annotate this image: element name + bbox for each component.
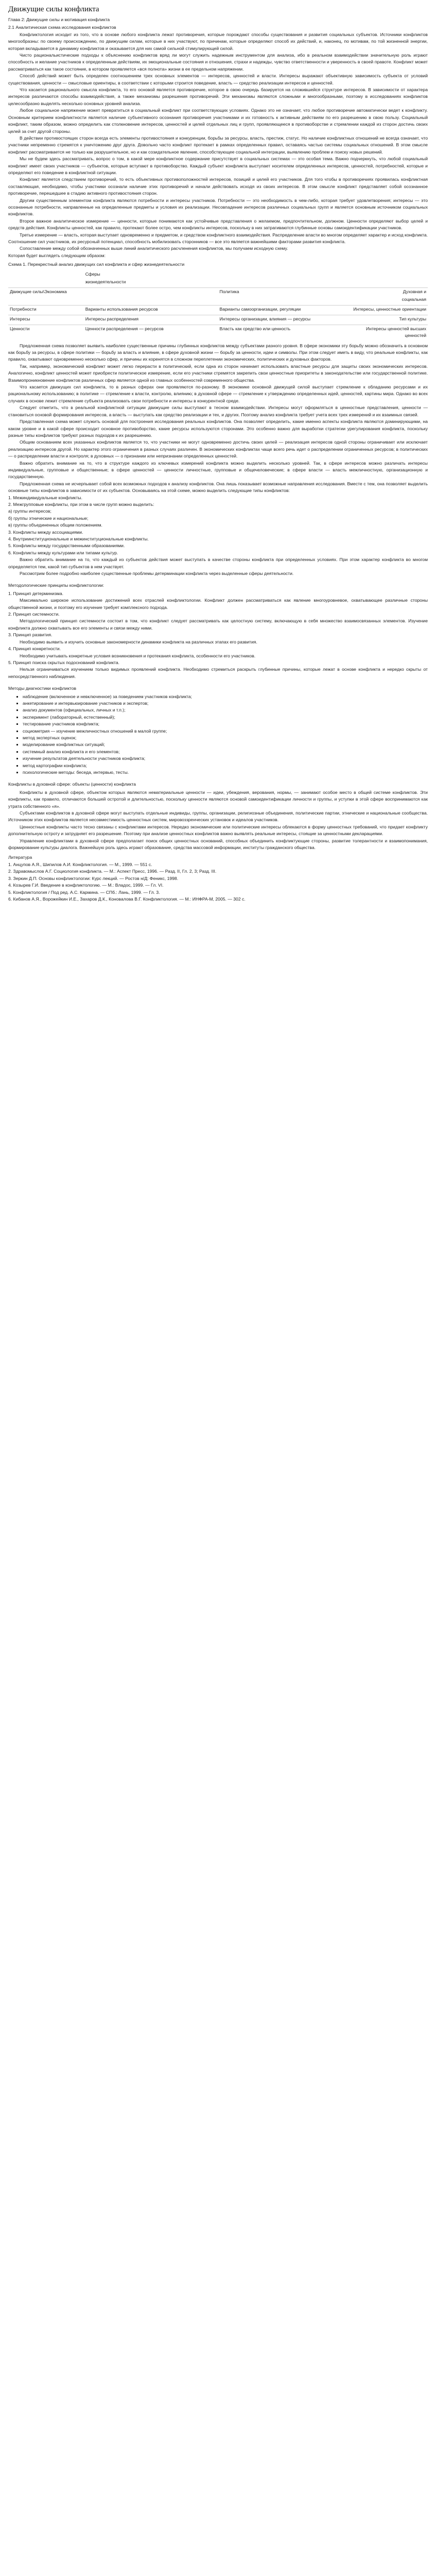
- list-item: 1. Межиндивидуальные конфликты.: [8, 495, 82, 500]
- table-cell: Потребности: [10, 306, 37, 312]
- table-header-cell: жизнедеятельности: [85, 279, 126, 284]
- spiritual-conflicts-heading: Конфликты в духовной сфере: объекты (ценности) конфликта: [8, 782, 136, 787]
- references: [8, 854, 428, 903]
- list-item: в) группы объединенных общим положением.: [8, 522, 102, 528]
- table-header-row: [8, 278, 428, 286]
- list-item: 2. Принцип системности.: [8, 612, 60, 617]
- paragraph: Сопоставление между собой обозначенных выше линий аналитического расчленения конфликтов, мы получаем исходную схему.: [20, 246, 288, 251]
- paragraph: Что касается рационального смысла конфликта, то его основой является противоречие, которое в свою очередь базируется на сложившейся структуре интересов. В зависимости от характера интересов различаются способы взаимодействия, а также механизмы разрешения противоречий. Эти механизмы являются сложными и многообразными, поэтому в исследованиях конфликтов целесообразно выделять несколько основных уровней анализа.: [8, 87, 428, 106]
- list-item: ▪ изучение результатов деятельности участников конфликта;: [23, 755, 428, 762]
- methods-list: [8, 693, 428, 776]
- table-cell: Тип культуры: [399, 316, 426, 321]
- paragraph: Способ действий может быть определен соотношением трех основных элементов — интересов, ценностей и власти. Интересы выражают объективную зависимость субъекта от условий существования, ценности — смысловые ориентиры, в соответствии с которыми строится поведение, власть — средство реализации интересов и ценностей.: [8, 73, 428, 86]
- table-cell: Власть как средство или ценность: [219, 326, 291, 331]
- list-item: ▪ эксперимент (лабораторный, естественный);: [23, 714, 428, 721]
- reference-item: 6. Кибанов А.Я., Ворожейкин И.Е., Захаров Д.К., Коновалова В.Г. Конфликтология. — М.: ИНФРА-М, 2005. — 302 с.: [8, 896, 246, 902]
- paragraph: Важно обратить внимание на то, что в структуре каждого из ключевых измерений конфликта можно выделить несколько уровней. Так, в сфере интересов можно различать интересы индивидуальные, групповые и общественные; в сфере ценностей — ценности личностные, групповые и общечеловеческие; в сфере власти — власть межличностную, организационную и государственную.: [8, 460, 428, 480]
- table-row: [8, 315, 428, 323]
- table-header-cell: [218, 296, 344, 303]
- types-text: [8, 556, 428, 577]
- table-header-row: [8, 287, 428, 296]
- paragraph: Так, например, экономический конфликт может легко перерасти в политический, если одна из сторон начинает использовать властные ресурсы для защиты своих экономических интересов. Аналогично, конфликт ценностей может приобрести политическое измерение, если его участники стремятся закрепить свои ценностные приоритеты в законодательстве или государственной политике. Взаимопроникновение конфликтов различных сфер является одной из главных особенностей современного общества.: [8, 363, 428, 383]
- paragraph: Необходимо учитывать конкретные условия возникновения и протекания конфликта, особенности его участников.: [20, 653, 256, 658]
- list-item: 3. Конфликты между ассоциациями.: [8, 529, 83, 535]
- list-item: ▪ метод картографии конфликта;: [23, 762, 428, 769]
- paragraph: Конфликтология исходит из того, что в основе любого конфликта лежат противоречия, которые порождают способы существования и развития социальных субъектов. Источники конфликтов многообразны: по своему происхождению, по движущим силам, которые в них участвуют, по причинам, которые определяют способ их действий, и, наконец, по мотивам, по той жизненной энергии, которая вкладывается в динамику конфликтов и оказывается для них самой сильной стимулирующей силой.: [8, 31, 428, 51]
- table-header-cell: Движущие силы\Экономика: [10, 289, 67, 294]
- list-item: б) группы этнические и национальные;: [8, 515, 89, 521]
- table-header-row: [8, 296, 428, 303]
- list-item: ▪ моделирование конфликтных ситуаций;: [23, 741, 428, 748]
- paragraph: Важно обратить внимание на то, что каждый из субъектов действия может выступать в качестве стороны конфликта при определенных условиях. При этом характер конфликта во многом определяется тем, какой тип субъектов в нем участвует.: [8, 557, 428, 569]
- table-header-cell: [84, 296, 218, 303]
- list-item: 6. Конфликты между культурами или типами культур.: [8, 550, 118, 555]
- paragraph: Максимально широкое использование достижений всех отраслей конфликтологии. Конфликт должен рассматриваться как явление многоуровневое, охватывающее различные стороны общественной жизни, и поэтому его изучение требует комплексного подхода.: [8, 598, 428, 610]
- paragraph: В действии противостоящих сторон всегда есть элементы противостояния и конкуренции, борьбы за ресурсы, власть, престиж, статус. Но наличие конфликтных отношений не всегда означает, что участники непременно стремятся к уничтожению друг друга. Довольно часто конфликт протекает в рамках определенных правил, оставаясь частью системы социальных отношений. В этом смысле конфликт рассматривается не только как разрушительное, но и как созидательное явление, способствующее социальной интеграции, выявлению проблем и поиску новых решений.: [8, 135, 428, 155]
- paragraph: Ценностные конфликты часто тесно связаны с конфликтами интересов. Нередко экономические или политические интересы облекаются в форму ценностных требований, что придает конфликту дополнительную остроту и затрудняет его разрешение. Поэтому при анализе ценностных конфликтов важно выявлять реальные интересы, стоящие за ценностными декларациями.: [8, 824, 428, 837]
- conflict-types-list: [8, 495, 428, 557]
- table-header-row: [8, 270, 428, 278]
- table-header-cell: Политика: [219, 289, 239, 294]
- paragraph: Мы не будем здесь рассматривать, вопрос о том, в какой мере конфликтное содержание присутствует в социальных системах — это особая тема. Важно подчеркнуть, что любой социальный конфликт имеет своих участников — субъектов, которые вступают в противоборство. Каждый субъект конфликта выступает носителем определенных интересов, ценностей, потребностей, которые и определяют его поведение в конфликтной ситуации.: [8, 156, 428, 175]
- list-item: 2. Межгрупповые конфликты, при этом в числе групп можно выделить:: [8, 501, 154, 507]
- spiritual-conflicts-text: [8, 789, 428, 852]
- list-item: ▪ метод экспертных оценок;: [23, 735, 428, 741]
- page-title: Движущие силы конфликта: [8, 5, 99, 13]
- table-header-cell: [8, 270, 84, 278]
- table-cell: Ценности: [10, 326, 30, 331]
- list-item: 1. Принцип детерминизма.: [8, 590, 63, 596]
- paragraph: Конфликты в духовной сфере, объектом которых являются нематериальные ценности — идеи, убеждения, верования, нормы, — занимают особое место в общей системе конфликтов. Эти конфликты, как правило, отличаются большей остротой и длительностью, поскольку ценности являются основой самоидентификации личности и группы, и уступки в этой сфере воспринимаются как утрата собственного «я».: [8, 789, 428, 809]
- table-cell: Интересы: [10, 316, 30, 321]
- scheme-table: [8, 270, 428, 340]
- table-header-cell: Духовная и: [403, 289, 426, 294]
- table-cell: Интересы, ценностные ориентации: [353, 306, 426, 312]
- chapter-heading: Глава 2: Движущие силы и мотивация конфликта: [8, 17, 110, 22]
- paragraph: Необходимо выявить и изучить основные закономерности динамики конфликта на различных этапах его развития.: [20, 639, 257, 645]
- list-item: ▪ анализ документов (официальных, личных и т.п.);: [23, 707, 428, 714]
- paragraph: Следует отметить, что в реальной конфликтной ситуации движущие силы выступают в тесном взаимодействии. Интересы могут оформляться в ценностные представления, ценности — становиться основой формирования интересов, а власть — выступать как средство реализации и тех, и других. Поэтому анализ конфликта требует учета всех трех измерений и их взаимных связей.: [8, 405, 428, 417]
- reference-item: 2. Здравомыслов А.Г. Социология конфликта. — М.: Аспект Пресс, 1996. — Разд. II, Гл. 2, 3; Разд. III.: [8, 869, 217, 874]
- paragraph: Другим существенным элементом конфликта являются потребности и интересы участников. Потребности — это необходимость в чем-либо, которая требует удовлетворения; интересы — это осознанные потребности, направленные на определенные предметы и условия их реализации. Несовпадение интересов различных социальных групп и является основным источником социальных конфликтов.: [8, 197, 428, 217]
- reference-item: 5. Конфликтология / Под ред. А.С. Кармина. — СПб.: Лань, 1999. — Гл. 3.: [8, 889, 160, 895]
- table-header-cell: [344, 278, 428, 286]
- table-header-cell: [8, 278, 84, 286]
- methods-heading: Методы диагностики конфликтов: [8, 686, 77, 691]
- references-heading: Литература: [8, 855, 32, 860]
- list-item: ▪ наблюдение (включенное и невключенное) за поведением участников конфликта;: [23, 693, 428, 700]
- paragraph: Предложенная схема не исчерпывает собой всех возможных подходов к анализу конфликтов. Она лишь показывает возможные направления исследования. Вместе с тем, она позволяет выделить основные типы конфликтов в зависимости от их субъектов. Основываясь на этой схеме, можно выделить следующие типы конфликтов:: [8, 481, 428, 494]
- list-item: ▪ психологические методы: беседа, интервью, тесты.: [23, 769, 428, 776]
- paragraph: Что касается движущих сил конфликта, то в разных сферах они проявляются по-разному. В экономике основной движущей силой выступает стремление к обладанию ресурсами и их рациональному использованию; в политике — стремление к власти, контролю, влиянию; в духовной сфере — стремление к утверждению определенных идей, ценностей, картины мира. Однако во всех случаях в основе лежит стремление субъекта реализовать свои потребности и интересы в конкурентной среде.: [8, 384, 428, 403]
- paragraph: Предложенная схема позволяет выявить наиболее существенные причины глубинных конфликтов между субъектами разного уровня. В сфере экономики эту борьбу можно обозначить в основном как борьбу за ресурсы, в сфере политики — борьбу за власть и влияние, в сфере духовной жизни — борьбу за ценности, идеи и символы. При этом следует иметь в виду, что реальные конфликты, как правило, охватывают одновременно несколько сфер, и причины их коренятся в сложном переплетении экономических, политических и духовных факторов.: [8, 343, 428, 362]
- section-heading: 2.1 Аналитическая схема исследования конфликтов: [8, 25, 116, 30]
- paragraph: Рассмотрим более подробно наиболее существенные проблемы детерминации конфликта через выделенные сферы деятельности.: [20, 571, 294, 577]
- table-header-cell: [218, 278, 344, 286]
- list-item: 4. Внутриинституциональные и межинституциональные конфликты.: [8, 536, 149, 541]
- paragraph: Общим основанием всех указанных конфликтов является то, что участники не могут одновременно достичь своих целей — реализация интересов одной стороны ограничивает или исключает реализацию интересов другой. Но характер этого ограничения в разных случаях различен. В экономических конфликтах чаще всего речь идет о распределении ограниченных ресурсов; в политических — о распределении власти и контроля; в духовных — о признании или непризнании определенных ценностей.: [8, 439, 428, 459]
- paragraph: Представленная схема может служить основой для построения исследования реальных конфликтов. Она позволяет определить, какие именно аспекты конфликта являются доминирующими, на каком уровне и в какой сфере происходит основное противоборство, какие ресурсы используются сторонами. Это особенно важно для выработки стратегии урегулирования конфликта, поскольку разные типы конфликтов требуют разных подходов к их разрешению.: [8, 419, 428, 438]
- paragraph: Второе важное аналитическое измерение — ценности, которые понимаются как устойчивые представления о желаемом, предпочтительном, должном. Ценности определяют выбор целей и средств действия. Конфликты ценностей, как правило, протекают более остро, чем конфликты интересов, поскольку в них затрагиваются глубинные основы самоидентификации участников.: [8, 218, 428, 231]
- table-row: [8, 305, 428, 313]
- intro-text: [8, 31, 428, 259]
- table-cell: Ценности распределения — ресурсов: [85, 326, 164, 331]
- table-header-cell: [344, 270, 428, 278]
- principles-list: [8, 590, 428, 680]
- paragraph: Любое социальное напряжение может превратиться в социальный конфликт при соответствующих условиях. Однако это не означает, что любое противоречие автоматически ведет к конфликту. Основным критерием конфликтности является наличие субъективного осознания противоречия участниками и их готовность к активным действиям по его разрешению в свою пользу. Социальный конфликт, таким образом, можно определить как столкновение интересов, ценностей и целей отдельных лиц и групп, проявляющееся в противоборстве и стремлении каждой из сторон достичь своих целей за счет другой стороны.: [8, 108, 428, 134]
- list-item: ▪ социометрия — изучение межличностных отношений в малой группе;: [23, 728, 428, 735]
- paragraph: Третье измерение — власть, которая выступает одновременно и предметом, и средством конфликтного взаимодействия. Распределение власти во многом определяет характер и исход конфликта. Соотношение сил участников, их ресурсный потенциал, способность мобилизовать сторонников — все это является важнейшими факторами развития конфликта.: [8, 232, 428, 244]
- paragraph: Чисто рациональистические подходы к объяснению конфликтов вряд ли могут служить надежным инструментом для анализа, ибо в реальном взаимодействии значительную роль играют способность и желание участников к определенным действиям, их эмоциональные состояния и отношения, страхи и надежды, чувство ответственности и уверенность в своей правоте. Конфликт может рассматриваться как такое состояние, в котором проявляется «вся полнота» жизни в ее предельном напряжении.: [8, 53, 428, 72]
- paragraph: Которая будет выглядеть следующим образом:: [8, 252, 106, 258]
- body-text: [8, 343, 428, 495]
- paragraph: Нельзя ограничиваться изучением только видимых проявлений конфликта. Необходимо стремиться раскрыть глубинные причины, которые лежат в основе конфликта и нередко скрыты от непосредственного наблюдения.: [8, 667, 428, 679]
- list-item: 5. Конфликты между государственными образованиями.: [8, 543, 125, 549]
- table-header-cell: [218, 270, 344, 278]
- reference-item: 3. Зеркин Д.П. Основы конфликтологии: Курс лекций. — Ростов н/Д: Феникс, 1998.: [8, 875, 179, 881]
- table-row: [8, 325, 428, 340]
- list-item: 3. Принцип развития.: [8, 632, 53, 638]
- list-item: ▪ тестирование участников конфликта;: [23, 721, 428, 727]
- reference-item: 1. Анцупов А.Я., Шипилов А.И. Конфликтология. — М., 1999. — 551 с.: [8, 861, 152, 867]
- table-cell: Интересы распределения: [85, 316, 139, 321]
- table-header-cell: [8, 296, 84, 303]
- paragraph: Методологический принцип системности состоит в том, что конфликт следует рассматривать как целостную систему, включающую в себя множество взаимосвязанных элементов. Изучение конфликта должно охватывать все его элементы и связи между ними.: [8, 618, 428, 631]
- list-item: 4. Принцип конкретности.: [8, 646, 61, 652]
- paragraph: Субъектами конфликтов в духовной сфере могут выступать отдельные индивиды, группы, организации, религиозные объединения, политические партии, этнические и национальные сообщества. Источником этих конфликтов является несовместимость ценностных систем, мировоззренческих установок и идеалов участников.: [8, 810, 428, 823]
- paragraph: Управление конфликтами в духовной сфере предполагает поиск общих ценностных оснований, способных объединить конфликтующие стороны, развитие толерантности и взаимопонимания, формирование культуры диалога. Важнейшую роль здесь играют образование, средства массовой информации, институты гражданского общества.: [8, 838, 428, 851]
- document-page: [0, 0, 436, 909]
- list-item: ▪ анкетирование и интервьюирование участников и экспертов;: [23, 700, 428, 707]
- table-header-cell: социальная: [402, 296, 426, 302]
- principles-heading: Методологические принципы конфликтологии:: [8, 583, 104, 588]
- list-item: а) группы интересов;: [8, 509, 51, 514]
- table-cell: Интересы ценностей высших ценностей: [366, 326, 426, 338]
- reference-item: 4. Козырев Г.И. Введение в конфликтологию. — М.: Владос, 1999. — Гл. VI.: [8, 883, 164, 888]
- list-item: ▪ системный анализ конфликта и его элементов;: [23, 749, 428, 755]
- scheme-title: Схема 1. Перекрестный анализ движущих сил конфликта и сфер жизнедеятельности: [8, 262, 185, 267]
- table-cell: Интересы организации, влияния — ресурсы: [219, 316, 311, 321]
- paragraph: Конфликт является следствием противоречий, то есть объективных противоположностей интересов, позиций и целей его участников. Для того чтобы в противоречиях проявилась конфликтная составляющая, необходимо, чтобы участники осознали наличие этих противоречий и начали действовать исходя из своих интересов. В этом смысле конфликт представляет собой осознанное противоречие, перешедшее в стадию активного противостояния сторон.: [8, 177, 428, 196]
- table-header-cell: Сферы: [85, 271, 100, 277]
- table-cell: Варианты самоорганизации, регуляции: [219, 306, 301, 312]
- list-item: 5. Принцип поиска скрытых подоснований конфликта.: [8, 659, 120, 665]
- table-cell: Варианты использования ресурсов: [85, 306, 158, 312]
- table-header-cell: [84, 287, 218, 296]
